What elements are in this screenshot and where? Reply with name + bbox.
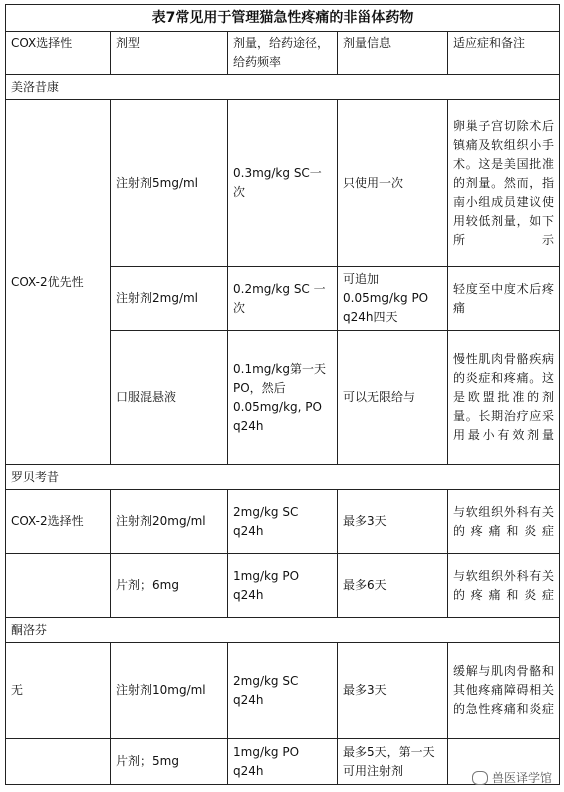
dose-cell: 0.3mg/kg SC一次 — [228, 100, 338, 267]
note-cell: 慢性肌肉骨骼疾病的炎症和疼痛。这是欧盟批准的剂量。长期治疗应采用最小有效剂量 — [448, 331, 560, 465]
note-cell: 与软组织外科有关的疼痛和炎症 — [448, 554, 560, 618]
header-row — [6, 32, 560, 75]
watermark — [472, 769, 552, 786]
form-cell: 片剂；5mg — [111, 739, 228, 785]
info-cell: 最多3天 — [338, 643, 448, 739]
table-row — [6, 100, 560, 267]
form-cell: 注射剂10mg/ml — [111, 643, 228, 739]
dose-cell: 0.2mg/kg SC 一次 — [228, 267, 338, 331]
note-cell: 卵巢子宫切除术后镇痛及软组织小手术。这是美国批准的剂量。然而，指南小组成员建议使用较低剂量，如下所示 — [448, 100, 560, 267]
form-cell: 口服混悬液 — [111, 331, 228, 465]
dose-cell: 2mg/kg SC q24h — [228, 490, 338, 554]
dose-cell: 2mg/kg SC q24h — [228, 643, 338, 739]
form-cell: 注射剂20mg/ml — [111, 490, 228, 554]
info-cell: 只使用一次 — [338, 100, 448, 267]
wechat-icon — [472, 771, 488, 785]
cox-cell: COX-2选择性 — [6, 490, 111, 554]
drug-name-ketoprofen: 酮洛芬 — [6, 618, 560, 643]
table-row — [6, 490, 560, 554]
dose-cell: 1mg/kg PO q24h — [228, 739, 338, 785]
drug-name-meloxicam: 美洛昔康 — [6, 75, 560, 100]
table-row — [6, 643, 560, 739]
note-cell: 与软组织外科有关的疼痛和炎症 — [448, 490, 560, 554]
nsaid-table — [5, 4, 560, 785]
cox-cell: 无 — [6, 643, 111, 739]
table-row — [6, 554, 560, 618]
dose-cell: 1mg/kg PO q24h — [228, 554, 338, 618]
dose-cell: 0.1mg/kg第一天PO，然后0.05mg/kg, PO q24h — [228, 331, 338, 465]
form-cell: 片剂；6mg — [111, 554, 228, 618]
drug-name-robenacoxib: 罗贝考昔 — [6, 465, 560, 490]
note-cell: 轻度至中度术后疼痛 — [448, 267, 560, 331]
header-dose: 剂量，给药途径，给药频率 — [228, 32, 338, 75]
cox-cell — [6, 554, 111, 618]
table-title: 表7常见用于管理猫急性疼痛的非甾体药物 — [6, 5, 560, 32]
info-cell: 最多3天 — [338, 490, 448, 554]
info-cell: 可以无限给与 — [338, 331, 448, 465]
cox-cell — [6, 739, 111, 785]
header-cox: COX选择性 — [6, 32, 111, 75]
info-cell: 最多6天 — [338, 554, 448, 618]
form-cell: 注射剂5mg/ml — [111, 100, 228, 267]
note-cell: 缓解与肌肉骨骼和其他疼痛障碍相关的急性疼痛和炎症 — [448, 643, 560, 739]
info-cell: 最多5天，第一天可用注射剂 — [338, 739, 448, 785]
header-info: 剂量信息 — [338, 32, 448, 75]
header-form: 剂型 — [111, 32, 228, 75]
form-cell: 注射剂2mg/ml — [111, 267, 228, 331]
cox-cell: COX-2优先性 — [6, 100, 111, 465]
watermark-text: 兽医译学馆 — [491, 771, 552, 785]
header-note: 适应症和备注 — [448, 32, 560, 75]
info-cell: 可追加0.05mg/kg PO q24h四天 — [338, 267, 448, 331]
